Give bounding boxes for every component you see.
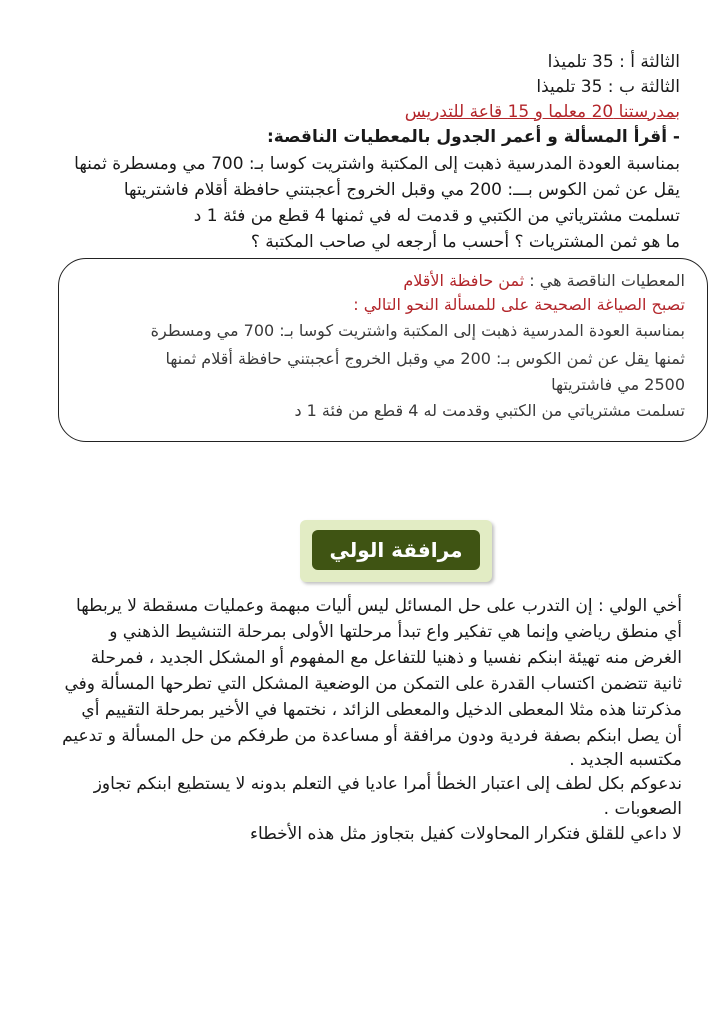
parent-text-line: الصعوبات . bbox=[603, 799, 682, 819]
missing-data-label: المعطيات الناقصة هي : bbox=[529, 271, 685, 290]
parent-text-line: الغرض منه تهيئة ابنكم نفسيا و ذهنيا للتفاعل مع المفهوم أو المشكل الجديد ، فمرحلة bbox=[90, 648, 682, 668]
missing-data-row bbox=[403, 269, 685, 292]
parent-text-line: أي منطق رياضي وإنما هي تفكير واع تبدأ مرحلتها الأولى بمرحلة التنشيط الذهني و bbox=[109, 622, 682, 642]
missing-data-value: ثمن حافظة الأقلام bbox=[403, 271, 525, 290]
parent-text-line: ندعوكم بكل لطف إلى اعتبار الخطأ أمرا عاديا في التعلم بدونه لا يستطيع ابنكم تجاوز bbox=[93, 774, 682, 794]
corrected-title: تصبح الصياغة الصحيحة على للمسألة النحو التالي : bbox=[353, 295, 685, 314]
corrected-line: تسلمت مشترياتي من الكتبي وقدمت له 4 قطع من فئة 1 د bbox=[294, 401, 685, 420]
parent-text-line: مكتسبه الجديد . bbox=[569, 750, 682, 770]
corrected-line: 2500 مي فاشتريتها bbox=[551, 375, 685, 394]
task-instruction: - أقرأ المسألة و أعمر الجدول بالمعطيات الناقصة: bbox=[266, 127, 680, 147]
parent-section-badge bbox=[300, 520, 492, 582]
parent-text-line: لا داعي للقلق فتكرار المحاولات كفيل بتجاوز مثل هذه الأخطاء bbox=[250, 824, 682, 844]
parent-section-title: مرافقة الولي bbox=[312, 530, 480, 570]
corrected-line: بمناسبة العودة المدرسية ذهبت إلى المكتبة واشتريت كوسا بـ: 700 مي ومسطرة bbox=[150, 321, 685, 340]
parent-text-line: مذكرتنا هذه مثلا المعطى الدخيل والمعطى الزائد ، نختمها في الأخير بمرحلة التقييم أي bbox=[81, 700, 682, 720]
problem-line: تسلمت مشترياتي من الكتبي و قدمت له في ثمنها 4 قطع من فئة 1 د bbox=[193, 206, 680, 226]
parent-text-line: أن يصل ابنكم بصفة فردية ودون مرافقة أو مساعدة من طرفكم من حل المسألة و تدعيم bbox=[62, 726, 682, 746]
problem-line: ما هو ثمن المشتريات ؟ أحسب ما أرجعه لي صاحب المكتبة ؟ bbox=[250, 232, 680, 252]
parent-text-line: أخي الولي : إن التدرب على حل المسائل ليس أليات مبهمة وعمليات مسقطة لا يربطها bbox=[76, 596, 682, 616]
class-a-count: الثالثة أ : 35 تلميذا bbox=[547, 52, 680, 72]
problem-line: بمناسبة العودة المدرسية ذهبت إلى المكتبة واشتريت كوسا بـ: 700 مي ومسطرة ثمنها bbox=[74, 154, 680, 174]
corrected-line: ثمنها يقل عن ثمن الكوس بـ: 200 مي وقبل الخروج أعجبتني حافظة أقلام ثمنها bbox=[165, 349, 685, 368]
parent-text-line: ثانية تتضمن اكتساب القدرة على التمكن من الوضعية المشكل التي تطرحها المسألة وفي bbox=[64, 674, 682, 694]
class-b-count: الثالثة ب : 35 تلميذا bbox=[536, 77, 680, 97]
school-info: بمدرستنا 20 معلما و 15 قاعة للتدريس bbox=[404, 102, 680, 122]
problem-line: يقل عن ثمن الكوس بـــ: 200 مي وقبل الخروج أعجبتني حافظة أقلام فاشتريتها bbox=[123, 180, 680, 200]
answer-box bbox=[58, 258, 708, 442]
